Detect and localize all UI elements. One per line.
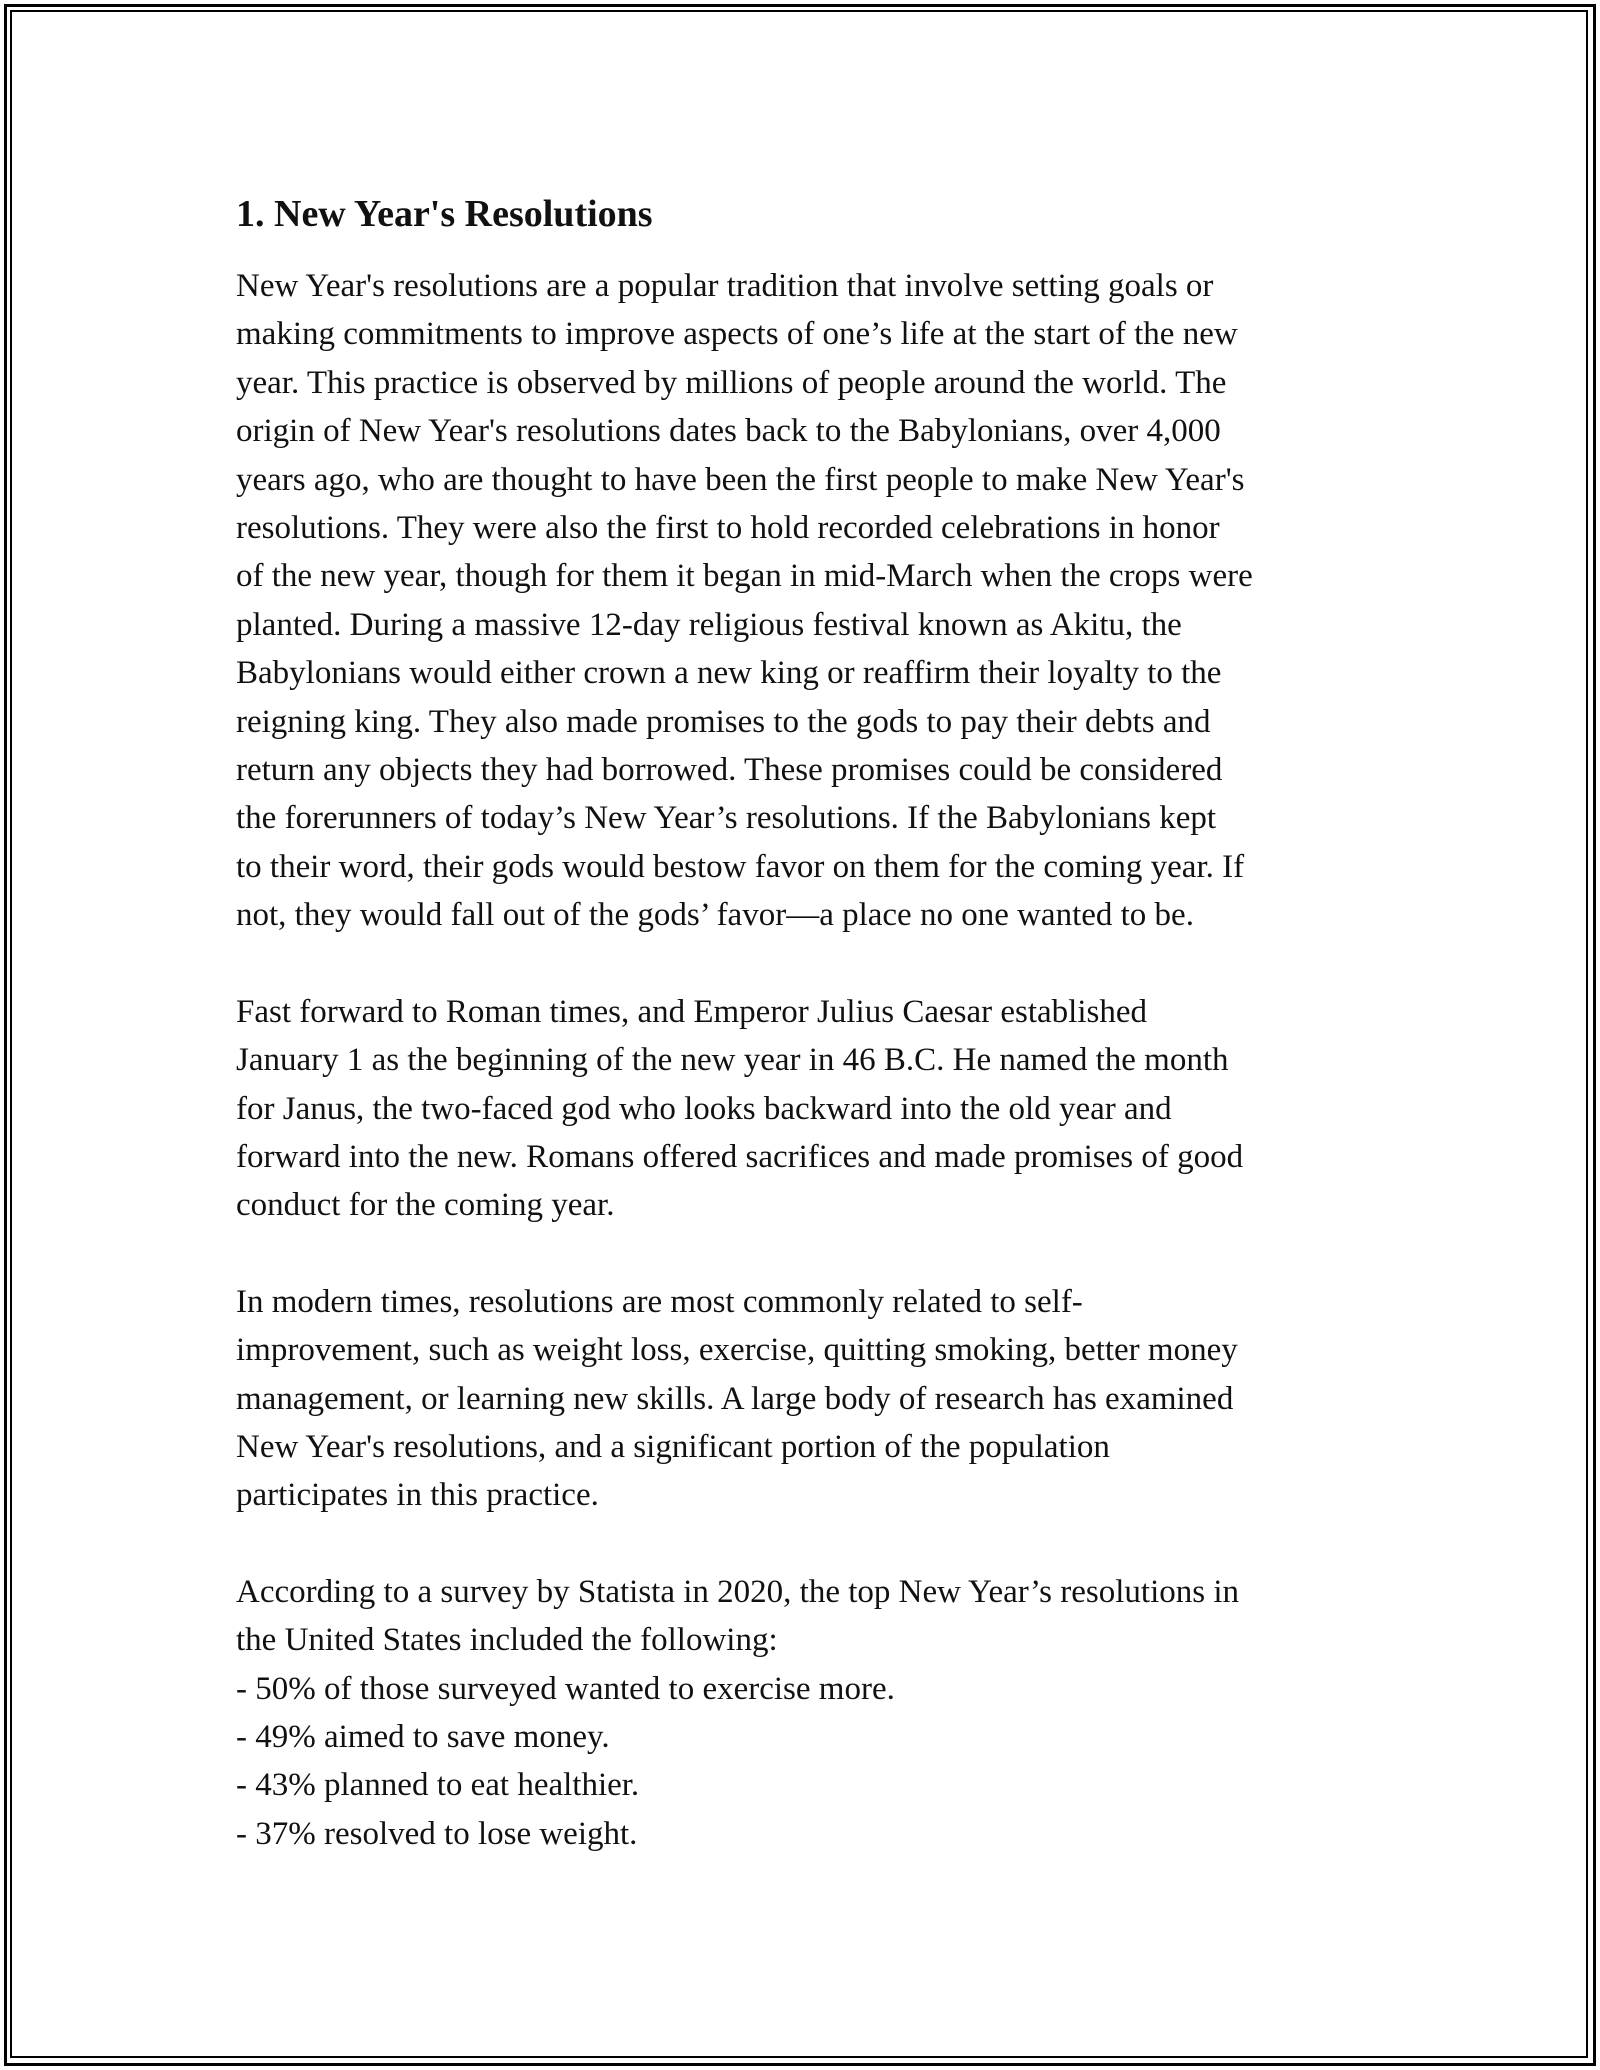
document-body (236, 186, 1376, 1858)
survey-results-list (236, 1665, 1376, 1859)
list-item: - 43% planned to eat healthier. (236, 1767, 640, 1804)
paragraph-survey-intro: According to a survey by Statista in 2020, the top New Year’s resolutions in the United States included the following: (236, 1573, 1240, 1659)
paragraph-roman-times: Fast forward to Roman times, and Emperor Julius Caesar established January 1 as the beginning of the new year in 46 B.C. He named the month for Janus, the two-faced god who looks backward into the old year and forward into the new. Romans offered sacrifices and made promises of good conduct for the coming year. (236, 993, 1244, 1224)
paragraph-modern-times: In modern times, resolutions are most commonly related to self- improvement, such as weight loss, exercise, quitting smoking, better money management, or learning new skills. A large body of research has examined New Year's resolutions, and a significant portion of the population participates in this practice. (236, 1283, 1238, 1514)
section-heading: 1. New Year's Resolutions (236, 193, 653, 235)
paragraph-origins: New Year's resolutions are a popular tradition that involve setting goals or making commitments to improve aspects of one’s life at the start of the new year. This practice is observed by millions of people around the world. The origin of New Year's resolutions dates back to the Babylonians, over 4,000 years ago, who are thought to have been the first people to make New Year's resolutions. They were also the first to hold recorded celebrations in honor of the new year, though for them it began in mid-March when the crops were planted. During a massive 12-day religious festival known as Akitu, the Babylonians would either crown a new king or reaffirm their loyalty to the reigning king. They also made promises to the gods to pay their debts and return any objects they had borrowed. These promises could be considered the forerunners of today’s New Year’s resolutions. If the Babylonians kept to their word, their gods would bestow favor on them for the coming year. If not, they would fall out of the gods’ favor—a place no one wanted to be. (236, 268, 1253, 934)
list-item: - 50% of those surveyed wanted to exercise more. (236, 1670, 895, 1707)
list-item: - 49% aimed to save money. (236, 1718, 610, 1755)
list-item: - 37% resolved to lose weight. (236, 1815, 638, 1852)
